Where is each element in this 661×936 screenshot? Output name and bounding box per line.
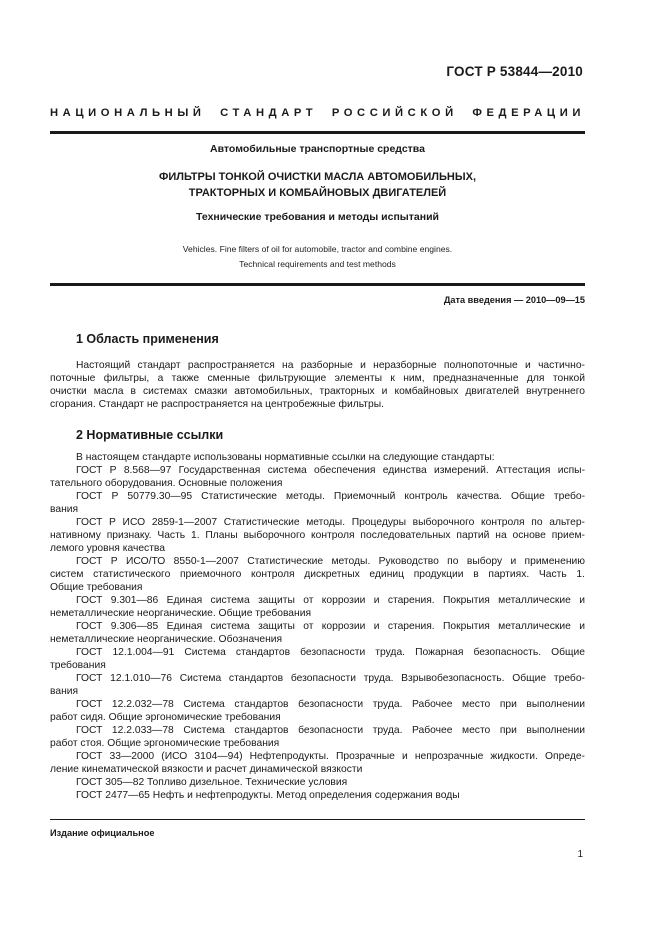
text-line: Настоящий стандарт распространяется на разборные и неразборные полнопоточные и частично-	[76, 360, 585, 371]
text-line: очистки масла в системах смазки автомобильных, тракторных и комбайновых двигателей внутреннего	[50, 386, 585, 397]
top-rule	[50, 131, 585, 134]
footer-rule	[50, 819, 585, 820]
text-line: вания	[50, 504, 79, 515]
text-line: работ сидя. Общие эргономические требования	[50, 712, 281, 723]
technical-requirements-heading: Технические требования и методы испытаний	[196, 211, 439, 223]
date-introduced: Дата введения — 2010—09—15	[443, 295, 585, 305]
text-line: систем статистического приемочного контроля дискретных единиц продукции в партиях. Часть 1.	[50, 569, 585, 580]
section-2-text	[50, 451, 585, 802]
text-line: ГОСТ Р 50779.30—95 Статистические методы. Приемочный контроль качества. Общие требо-	[76, 491, 585, 502]
text-line: сгорания. Стандарт не распространяется на центробежные фильтры.	[50, 399, 384, 410]
text-line: ГОСТ 2477—65 Нефть и нефтепродукты. Метод определения содержания воды	[76, 790, 460, 801]
page-number: 1	[577, 849, 583, 860]
text-line: ГОСТ 12.1.010—76 Система стандартов безопасности труда. Взрывобезопасность. Общие требо-	[76, 673, 585, 684]
text-line: ГОСТ 33—2000 (ИСО 3104—94) Нефтепродукты. Прозрачные и непрозрачные жидкости. Опреде-	[76, 751, 585, 762]
text-line: ГОСТ 9.301—86 Единая система защиты от коррозии и старения. Покрытия металлические и	[76, 595, 585, 606]
text-line: лемого уровня качества	[50, 543, 166, 554]
section-1-text	[50, 359, 585, 411]
text-line: В настоящем стандарте использованы нормативные ссылки на следующие стандарты:	[76, 452, 495, 463]
text-line: вания	[50, 686, 79, 697]
national-standard-banner: НАЦИОНАЛЬНЫЙ СТАНДАРТ РОССИЙСКОЙ ФЕДЕРАЦИИ	[50, 107, 585, 119]
text-line: ГОСТ 305—82 Топливо дизельное. Технические условия	[76, 777, 348, 788]
text-line: поточные фильтры, а также сменные фильтрующие элементы к ним, предназначенные для тонкой	[50, 373, 585, 384]
document-title	[50, 169, 585, 201]
section-2-heading: 2 Нормативные ссылки	[76, 428, 224, 442]
title-line-2: ТРАКТОРНЫХ И КОМБАЙНОВЫХ ДВИГАТЕЛЕЙ	[188, 187, 447, 199]
official-edition-note: Издание официальное	[50, 828, 155, 838]
text-line: неметаллические неорганические. Общие требования	[50, 608, 312, 619]
english-title-line-1: Vehicles. Fine filters of oil for automobile, tractor and combine engines.	[182, 244, 453, 254]
text-line: ление кинематической вязкости и расчет динамической вязкости	[50, 764, 363, 775]
title-line-1: ФИЛЬТРЫ ТОНКОЙ ОЧИСТКИ МАСЛА АВТОМОБИЛЬНЫХ,	[158, 171, 477, 183]
text-line: ГОСТ 12.2.032—78 Система стандартов безопасности труда. Рабочее место при выполнении	[76, 699, 585, 710]
english-title-line-2: Technical requirements and test methods	[239, 259, 396, 269]
text-line: ГОСТ Р ИСО/ТО 8550-1—2007 Статистические методы. Руководство по выбору и применению	[76, 556, 585, 567]
text-line: Общие требования	[50, 582, 143, 593]
document-subtitle: Автомобильные транспортные средства	[210, 143, 425, 155]
text-line: ГОСТ Р ИСО 2859-1—2007 Статистические методы. Процедуры выборочного контроля по альтер-	[76, 517, 585, 528]
text-line: требования	[50, 660, 106, 671]
text-line: нативному признаку. Часть 1. Планы выборочного контроля последовательных партий на основе прием-	[50, 530, 585, 541]
text-line: работ стоя. Общие эргономические требования	[50, 738, 280, 749]
english-title	[50, 242, 585, 272]
text-line: тательного оборудования. Основные положения	[50, 478, 283, 489]
text-line: ГОСТ 9.306—85 Единая система защиты от коррозии и старения. Покрытия металлические и	[76, 621, 585, 632]
section-1-heading: 1 Область применения	[76, 332, 219, 346]
text-line: ГОСТ 12.1.004—91 Система стандартов безопасности труда. Пожарная безопасность. Общие	[76, 647, 585, 658]
standard-number: ГОСТ Р 53844—2010	[446, 64, 583, 79]
text-line: неметаллические неорганические. Обозначения	[50, 634, 283, 645]
text-line: ГОСТ Р 8.568—97 Государственная система обеспечения единства измерений. Аттестация испы-	[76, 465, 585, 476]
title-bottom-rule	[50, 283, 585, 286]
text-line: ГОСТ 12.2.033—78 Система стандартов безопасности труда. Рабочее место при выполнении	[76, 725, 585, 736]
